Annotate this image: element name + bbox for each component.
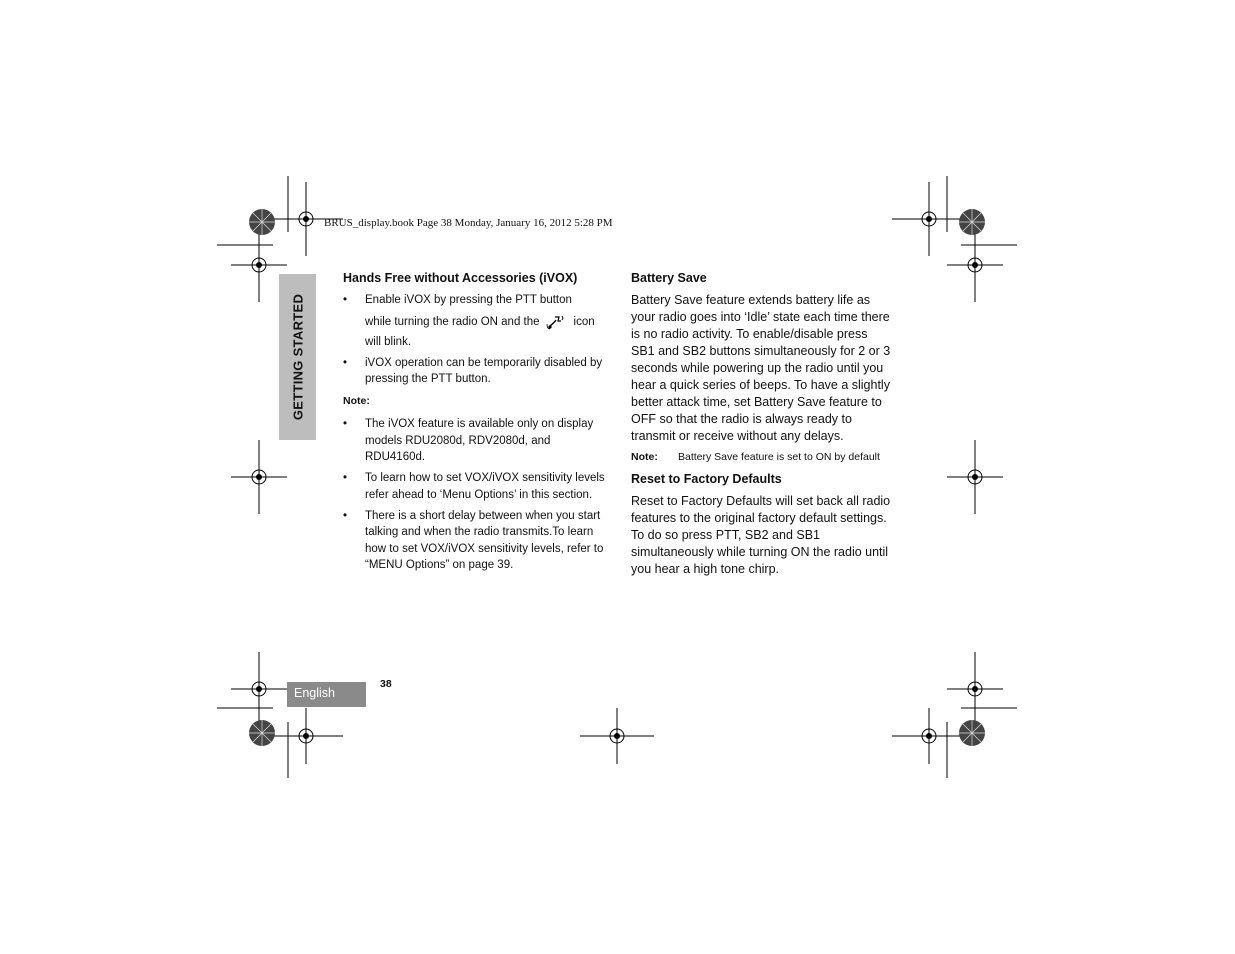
list-item: • iVOX operation can be temporarily disabled by pressing the PTT button. <box>343 355 605 388</box>
bullet-text: icon <box>573 316 595 329</box>
ivox-icon <box>546 314 568 330</box>
file-info-header: BRUS_display.book Page 38 Monday, January 16, 2012 5:28 PM <box>324 217 613 229</box>
page-number: 38 <box>380 678 392 690</box>
note-label: Note: <box>343 395 370 408</box>
section-side-tab <box>279 274 316 440</box>
list-item: • There is a short delay between when you start talking and when the radio transmits.To learn how to set VOX/iVOX sensitivity levels, refer to “MENU Options” on page 39. <box>343 508 605 573</box>
bullet-text: • Enable iVOX by pressing the PTT button <box>365 294 572 306</box>
bullet-text: while turning the radio ON and the <box>365 316 540 329</box>
language-label: English <box>294 686 335 700</box>
language-tab <box>287 682 366 707</box>
left-column <box>343 270 605 573</box>
note-text: Battery Save feature is set to ON by default <box>678 451 880 463</box>
list-item: • To learn how to set VOX/iVOX sensitivity levels refer ahead to ‘Menu Options’ in this section. <box>343 470 605 503</box>
ivox-heading: Hands Free without Accessories (iVOX) <box>343 271 578 285</box>
note-label: Note: <box>631 451 658 463</box>
bullet-text: will blink. <box>365 335 412 348</box>
list-item: • The iVOX feature is available only on display models RDU2080d, RDV2080d, and RDU4160d. <box>343 416 605 465</box>
battery-save-text: Battery Save feature extends battery life as your radio goes into ‘Idle’ state each time there is no radio activity. To enable/disable press SB1 and SB2 buttons simultaneously for 2 or 3 seconds while powering up the radio until you hear a quick series of beeps. To have a slightly better attack time, set Battery Save feature to OFF so that the radio is always ready to transmit or receive without any delays. <box>631 293 891 443</box>
section-side-tab-label: GETTING STARTED <box>290 293 305 421</box>
right-column <box>631 270 893 578</box>
battery-save-heading: Battery Save <box>631 271 707 285</box>
reset-defaults-text: Reset to Factory Defaults will set back all radio features to the original factory default settings. To do so press PTT, SB2 and SB1 simultaneously while turning ON the radio until you hear a high tone chirp. <box>631 494 891 576</box>
reset-defaults-heading: Reset to Factory Defaults <box>631 472 782 486</box>
battery-note <box>631 450 893 464</box>
list-item <box>343 292 605 350</box>
